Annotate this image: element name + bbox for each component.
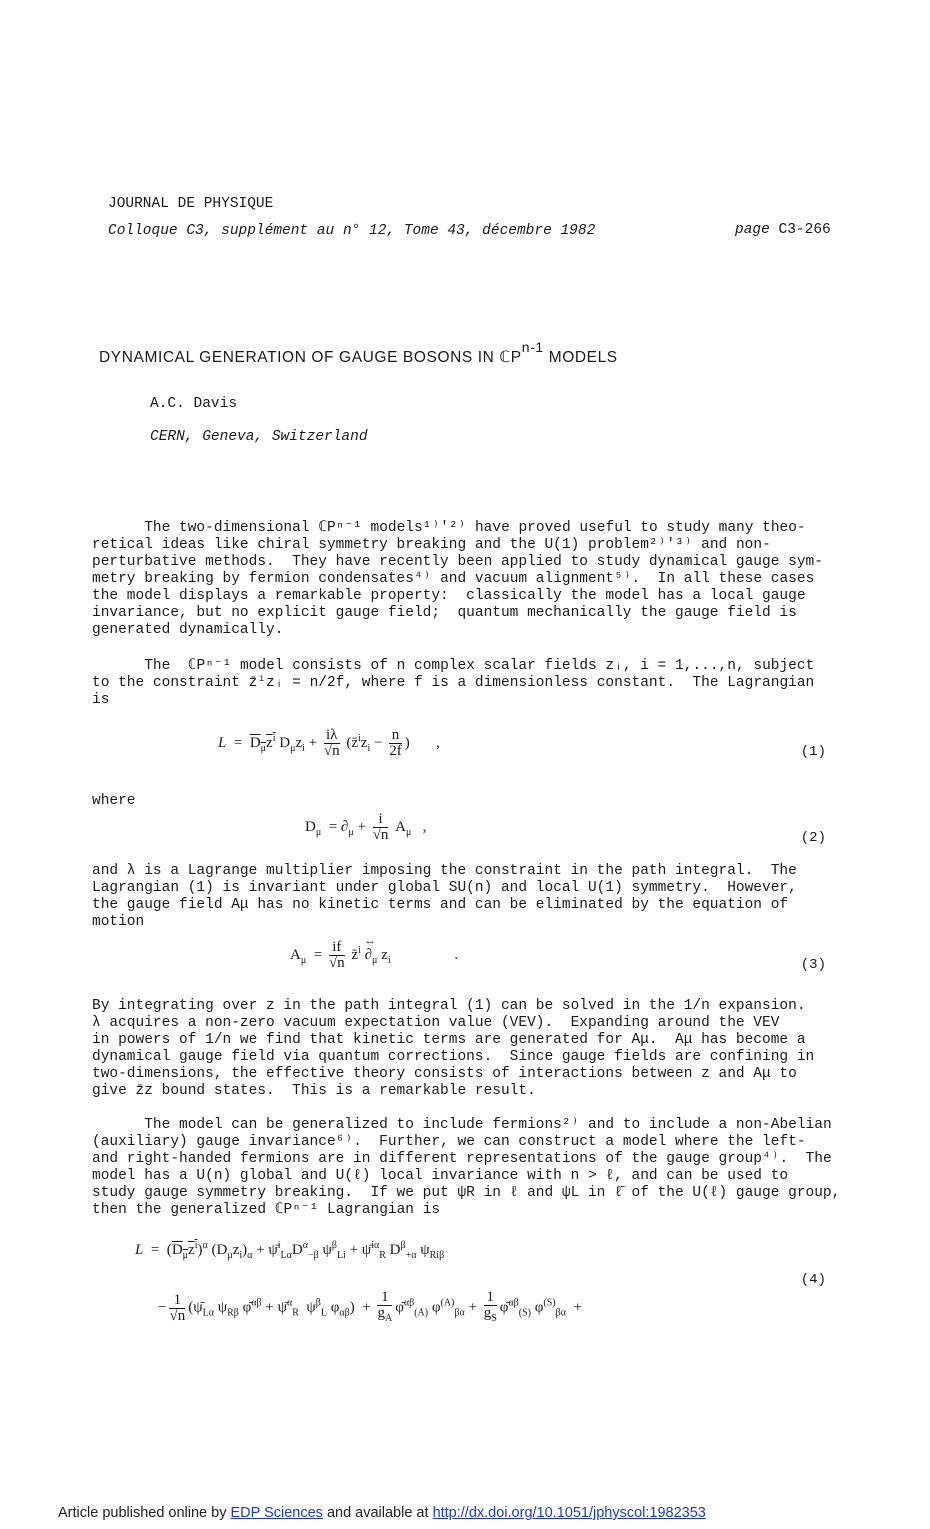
equation-2-number: (2)	[800, 830, 826, 846]
author-name: A.C. Davis	[150, 396, 238, 412]
affiliation: CERN, Geneva, Switzerland	[150, 429, 368, 445]
equation-4-number: (4)	[800, 1272, 826, 1288]
equation-2: $D_\mu = \partial_\mu$ + $\frac{i}{√n}$ $A_\mu$ ,	[305, 811, 427, 843]
page-label: page	[735, 222, 770, 238]
paragraph-intro: The two-dimensional ℂPⁿ⁻¹ models¹⁾'²⁾ have proved useful to study many theo- retical ideas like chiral symmetry breaking and the U(1) problem²⁾'³⁾ and non- perturbative methods. They have recently been applied to study dynamical gauge sym- metry breaking by fermion condensates⁴⁾ and vacuum alignment⁵⁾. In all these cases the model displays a remarkable property: classically the model has a local gauge invariance, but no explicit gauge field; quantum mechanically the gauge field is generated dynamically.	[92, 520, 823, 638]
paragraph-model: The ℂPⁿ⁻¹ model consists of n complex scalar fields zᵢ, i = 1,...,n, subject to the constraint z̄ⁱzᵢ = n/2f, where f is a dimensionless constant. The Lagrangian is	[92, 658, 815, 708]
page-number: C3-266	[778, 222, 831, 238]
title-prefix: DYNAMICAL GENERATION OF GAUGE BOSONS IN	[99, 349, 500, 367]
title-suffix: MODELS	[543, 349, 618, 367]
publisher-link[interactable]: EDP Sciences	[230, 1505, 323, 1521]
paragraph-generalization: The model can be generalized to include fermions²⁾ and to include a non-Abelian (auxiliary) gauge invariance⁶⁾. Further, we can construct a model where the left- and right-handed fermions are in different representations of the gauge group⁴⁾. The model has a U(n) global and U(ℓ) local invariance with n > ℓ, and can be used to study gauge symmetry breaking. If we put ψR in ℓ and ψL in ℓ̄ of the U(ℓ) gauge group, then the generalized ℂPⁿ⁻¹ Lagrangian is	[92, 1117, 841, 1218]
paragraph-integration: By integrating over z in the path integral (1) can be solved in the 1/n expansion. λ acquires a non-zero vacuum expectation value (VEV). Expanding around the VEV in powers of 1/n we find that kinetic terms are generated for Aμ. Aμ has become a dynamical gauge field via quantum corrections. Since gauge fields are confining in two-dimensions, the effective theory consists of interactions between z and Aμ to give z̄z bound states. This is a remarkable result.	[92, 998, 815, 1099]
where-text: where	[92, 793, 136, 809]
equation-4-line-2: − $\frac{1}{√n}$ ($\psī_{L\alpha}$ $\psi_{R\beta}$ φ̄$^{\alpha\beta}$ + ψ̄$^\alpha_R$ $\psi^\beta_L$ $\varphi_{\alpha\beta}$) + $\frac{1}{g_A}$ φ̄$^{\alpha\beta}_{(A)}$ $\varphi^{(A)}_{\beta\alpha}$ + $\frac{1}{g_S}$ φ̄$^{\alpha\beta}_{(S)}$ $\varphi^{(S)}_{\beta\alpha}$ +	[158, 1289, 582, 1324]
paper-title	[99, 339, 618, 367]
title-sup: n-1	[521, 339, 544, 355]
equation-1-number: (1)	[800, 744, 826, 760]
doi-link[interactable]: http://dx.doi.org/10.1051/jphyscol:1982353	[432, 1505, 706, 1521]
page-indicator	[735, 222, 831, 239]
publication-footer	[58, 1505, 706, 1521]
equation-4-line-1: $L = (D_\mu z^i)^\alpha$ $(D_\mu z_i)_\alpha$ + $\psī^i_{L\alpha}D^\alpha_{-\beta}$ $\psi^\beta_{Li}$ + ψ̄$^{i\alpha}_R$ $D^\beta_{+\alpha}$ $\psi_{Ri\beta}$	[135, 1240, 445, 1261]
equation-1: $L = D_\mu z^i$ $D_\mu z_i$ + $\frac{i\lambda}{√n}$ ($z̄^iz_i$ − $\frac{n}{2f}$ ) ,	[218, 727, 440, 759]
footer-mid: and available at	[322, 1505, 433, 1521]
colloque-line: Colloque C3, supplément au n° 12, Tome 43, décembre 1982	[108, 223, 596, 239]
paragraph-lagrange: and λ is a Lagrange multiplier imposing the constraint in the path integral. The Lagrangian (1) is invariant under global SU(n) and local U(1) symmetry. However, the gauge field Aμ has no kinetic terms and can be eliminated by the equation of motion	[92, 863, 797, 930]
equation-3: $A_\mu$ = $\frac{if}{√n}$ z̄$^i$ ↔ $\partial_\mu$ $z_i$ .	[290, 934, 459, 971]
title-cp: ℂP	[499, 349, 522, 367]
journal-name: JOURNAL DE PHYSIQUE	[108, 196, 274, 212]
footer-pre: Article published online by	[58, 1505, 231, 1521]
equation-3-number: (3)	[800, 957, 826, 973]
